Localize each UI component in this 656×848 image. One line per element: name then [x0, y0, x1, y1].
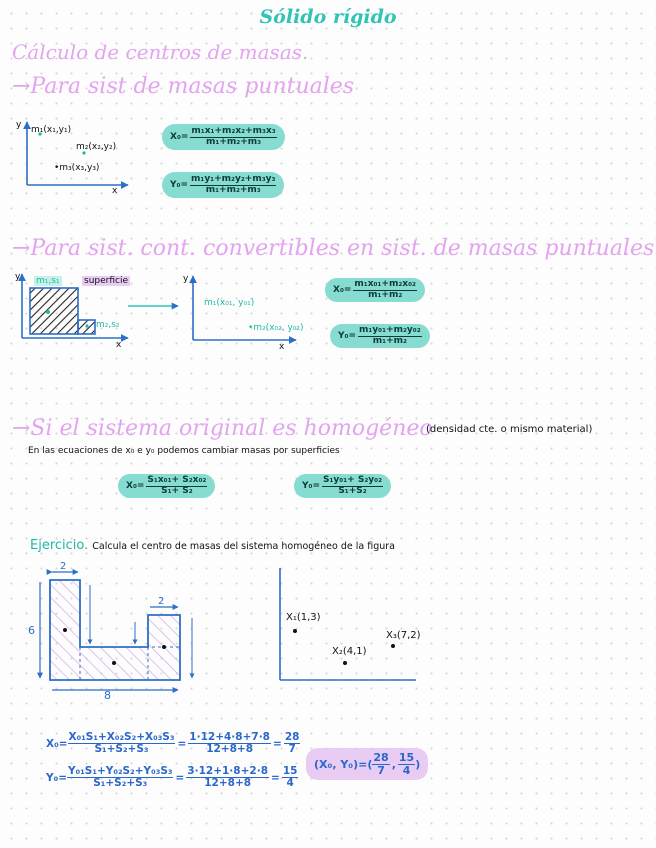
result-center-of-mass: (X₀, Y₀)=( $\frac{28}{7}$ , $\frac{15}{4}$ )	[306, 748, 428, 780]
formula-y0-continuos: Y₀= $\frac{\text{m₁y₀₁+m₂y₀₂}}{\text{m₁+m₂}}$	[330, 324, 430, 348]
point-x2-label: X₂(4,1)	[332, 646, 367, 657]
ejercicio-label: Ejercicio.	[30, 538, 89, 553]
ejercicio-text: Calcula el centro de masas del sistema homogéneo de la figura	[92, 541, 395, 552]
diagram2-x-label: x	[116, 340, 122, 350]
superficie-label: superficie	[84, 276, 128, 286]
heading-sist-continuos: →Para sist. cont. convertibles en sist. de masas puntuales	[12, 236, 655, 261]
diagram2-y-label: y	[15, 272, 21, 282]
mass-m2-label: m₂(x₂,y₂)	[76, 142, 117, 152]
dim-width: 8	[104, 689, 111, 702]
m1-point-label: m₁(x₀₁, y₀₁)	[204, 298, 255, 308]
formula-y0-puntuales: Y₀= $\frac{\text{m₁y₁+m₂y₂+m₃y₃}}{\text{m₁+m₂+m₃}}$	[162, 172, 284, 198]
heading-homogeneo: →Si el sistema original es homogéneo	[12, 416, 433, 441]
heading-centros-de-masas: Cálculo de centros de masas.	[12, 40, 309, 64]
diagram1-y-label: y	[16, 120, 22, 130]
m2-s2-label: m₂,s₂	[96, 320, 120, 330]
ejercicio-line	[30, 538, 395, 553]
dim-top-left: 2	[60, 561, 67, 572]
calc-x0: X₀= $\frac{\text{X₀₁S₁+X₀₂S₂+X₀₃S₃}}{\text{S₁+S₂+S₃}}$ = $\frac{1\cdot 12+4\cdot 8+7\cdot 8}{12+8+8}$ = $\frac{28}{7}$	[46, 731, 300, 756]
point-x3-label: X₃(7,2)	[386, 630, 421, 641]
formula-y0-superficies: Y₀= $\frac{\text{S₁y₀₁+ S₂y₀₂}}{\text{S₁+S₂}}$	[294, 474, 391, 498]
point-x1-label: X₁(1,3)	[286, 612, 321, 623]
points-plot	[280, 568, 416, 680]
diagram1-x-label: x	[112, 186, 118, 196]
page-title: Sólido rígido	[259, 6, 397, 28]
dim-height: 6	[28, 624, 35, 637]
diagram2b-x-label: x	[279, 342, 285, 352]
formula-x0-superficies: X₀= $\frac{\text{S₁x₀₁+ S₂x₀₂}}{\text{S₁+ S₂}}$	[118, 474, 215, 498]
formula-x0-continuos: X₀= $\frac{\text{m₁x₀₁+m₂x₀₂}}{\text{m₁+m₂}}$	[325, 278, 425, 302]
diagram2b-y-label: y	[183, 274, 189, 284]
formula-x0-puntuales: X₀= $\frac{\text{m₁x₁+m₂x₂+m₃x₃}}{\text{m₁+m₂+m₃}}$	[162, 124, 285, 150]
dim-top-right: 2	[158, 596, 165, 607]
equations-note: En las ecuaciones de x₀ e y₀ podemos cambiar masas por superficies	[28, 446, 340, 456]
calc-y0: Y₀= $\frac{\text{Y₀₁S₁+Y₀₂S₂+Y₀₃S₃}}{\text{S₁+S₂+S₃}}$ = $\frac{3\cdot 12+1\cdot 8+2\cdot 8}{12+8+8}$ = $\frac{15}{4}$	[46, 765, 298, 790]
heading-masas-puntuales: →Para sist de masas puntuales	[12, 74, 355, 99]
m2-point-label: •m₂(x₀₂, y₀₂)	[248, 323, 304, 333]
mass-m3-label: •m₃(x₃,y₃)	[54, 163, 100, 173]
exercise-figure	[40, 572, 192, 690]
m1-s1-label: m₁,s₁	[36, 276, 60, 286]
mass-m1-label: m₁(x₁,y₁)	[31, 125, 72, 135]
homogeneo-note: (densidad cte. o mismo material)	[426, 424, 593, 435]
